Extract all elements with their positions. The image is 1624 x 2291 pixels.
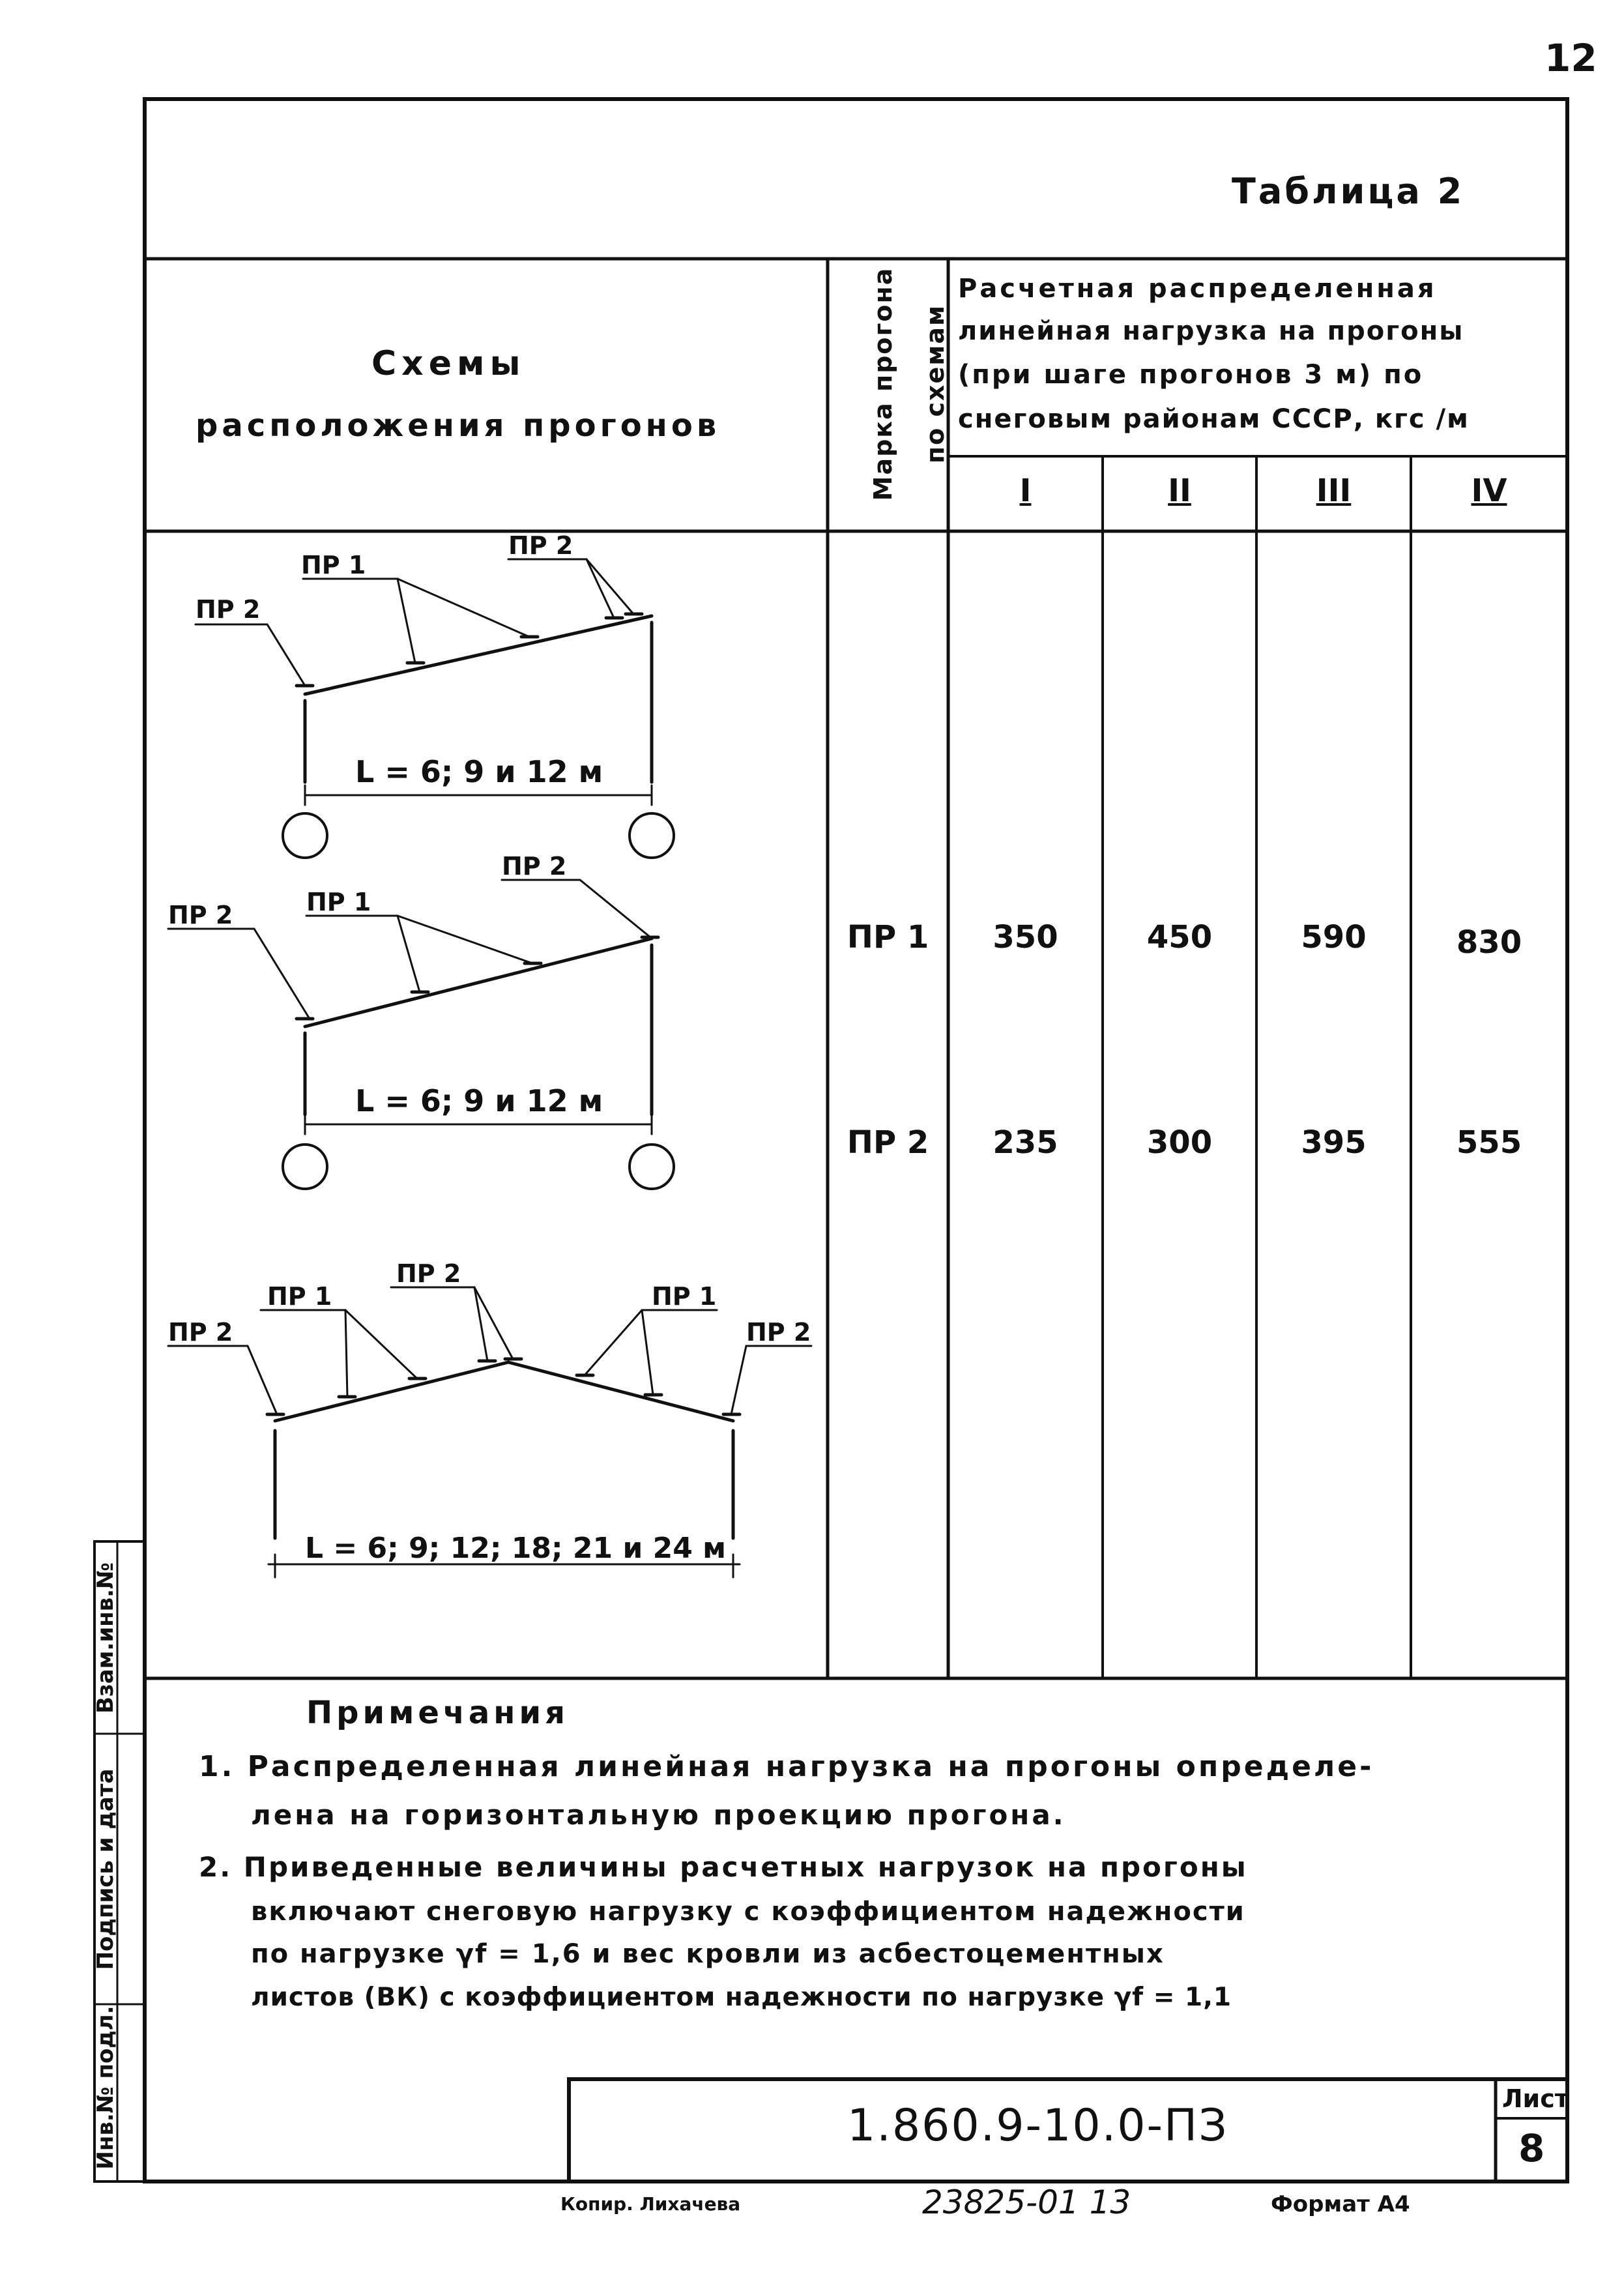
row-value: 300 xyxy=(1146,1124,1213,1161)
scheme3-span-label: L = 6; 9; 12; 18; 21 и 24 м xyxy=(305,1532,727,1565)
scheme3-label-pr2-ridge: ПР 2 xyxy=(396,1259,461,1288)
mark-header-line1: Марка прогона xyxy=(869,267,897,501)
row-value: 555 xyxy=(1456,1124,1522,1161)
load-header-line2: линейная нагрузка на прогоны xyxy=(958,316,1464,346)
side-stamp-podpis: Подпись и дата xyxy=(93,1768,119,1970)
row-mark: ПР 2 xyxy=(847,1124,929,1161)
scheme1-span-label: L = 6; 9 и 12 м xyxy=(355,754,603,789)
note-line-6: листов (ВК) с коэффициентом надежности по нагрузке γf = 1,1 xyxy=(251,1983,1232,2012)
note-line-5: по нагрузке γf = 1,6 и вес кровли из асбестоцементных xyxy=(251,1939,1165,1969)
scheme-drawings xyxy=(145,531,828,1678)
region-3: III xyxy=(1316,473,1352,509)
note-line-2: лена на горизонтальную проекцию прогона. xyxy=(251,1799,1066,1831)
scheme2-label-pr2-right: ПР 2 xyxy=(502,852,567,881)
scheme2-label-pr2-left: ПР 2 xyxy=(168,901,233,929)
mark-header xyxy=(828,259,948,531)
order-number: 23825-01 13 xyxy=(922,2183,1131,2221)
note-line-3: 2. Приведенные величины расчетных нагрузок на прогоны xyxy=(199,1851,1248,1883)
row-value: 450 xyxy=(1146,919,1213,956)
scheme1-label-pr1: ПР 1 xyxy=(301,551,366,579)
scheme-1 xyxy=(196,559,674,858)
side-stamp-vzam: Взам.инв.№ xyxy=(93,1562,119,1714)
load-header-line1: Расчетная распределенная xyxy=(958,274,1437,304)
scheme3-label-pr2-right: ПР 2 xyxy=(746,1318,811,1347)
page-number: 12 xyxy=(1544,36,1597,80)
scheme2-label-pr1: ПР 1 xyxy=(306,888,371,916)
side-stamp-inv-podl: Инв.№ подл. xyxy=(93,2006,119,2170)
schemes-header-line2: расположения прогонов xyxy=(196,407,721,444)
scheme3-label-pr1-right: ПР 1 xyxy=(652,1282,717,1311)
row-value: 395 xyxy=(1301,1124,1367,1161)
load-header-line4: снеговым районам СССР, кгс /м xyxy=(958,404,1470,434)
schemes-header-line1: Схемы xyxy=(371,344,526,383)
note-line-4: включают снеговую нагрузку с коэффициентом надежности xyxy=(251,1897,1245,1927)
sheet-number: 8 xyxy=(1518,2126,1545,2170)
document-code: 1.860.9-10.0-ПЗ xyxy=(847,2100,1228,2152)
scheme1-label-pr2-left: ПР 2 xyxy=(196,595,261,624)
row-value: 590 xyxy=(1301,919,1367,956)
sheet-label: Лист xyxy=(1502,2084,1569,2113)
row-value: 350 xyxy=(993,919,1058,956)
region-4: IV xyxy=(1471,473,1507,509)
scheme3-label-pr2-left: ПР 2 xyxy=(168,1318,233,1347)
region-2: II xyxy=(1168,473,1191,509)
notes-title: Примечания xyxy=(306,1695,569,1731)
table-row xyxy=(828,1124,1567,1170)
row-value: 235 xyxy=(993,1124,1058,1161)
table-row xyxy=(828,919,1567,965)
copied-by: Копир. Лихачева xyxy=(560,2193,741,2215)
table-title: Таблица 2 xyxy=(1232,171,1465,212)
scheme-2 xyxy=(168,880,674,1189)
row-value: 830 xyxy=(1456,924,1522,961)
row-mark: ПР 1 xyxy=(847,919,929,956)
scheme3-label-pr1-left: ПР 1 xyxy=(267,1282,332,1311)
region-1: I xyxy=(1019,473,1032,509)
note-line-1: 1. Распределенная линейная нагрузка на прогоны определе- xyxy=(199,1750,1374,1783)
mark-header-line2: по схемам xyxy=(921,304,950,464)
scheme2-span-label: L = 6; 9 и 12 м xyxy=(355,1083,603,1118)
scheme1-label-pr2-right: ПР 2 xyxy=(508,531,573,560)
paper-format: Формат А4 xyxy=(1271,2191,1410,2217)
load-header-line3: (при шаге прогонов 3 м) по xyxy=(958,360,1424,390)
